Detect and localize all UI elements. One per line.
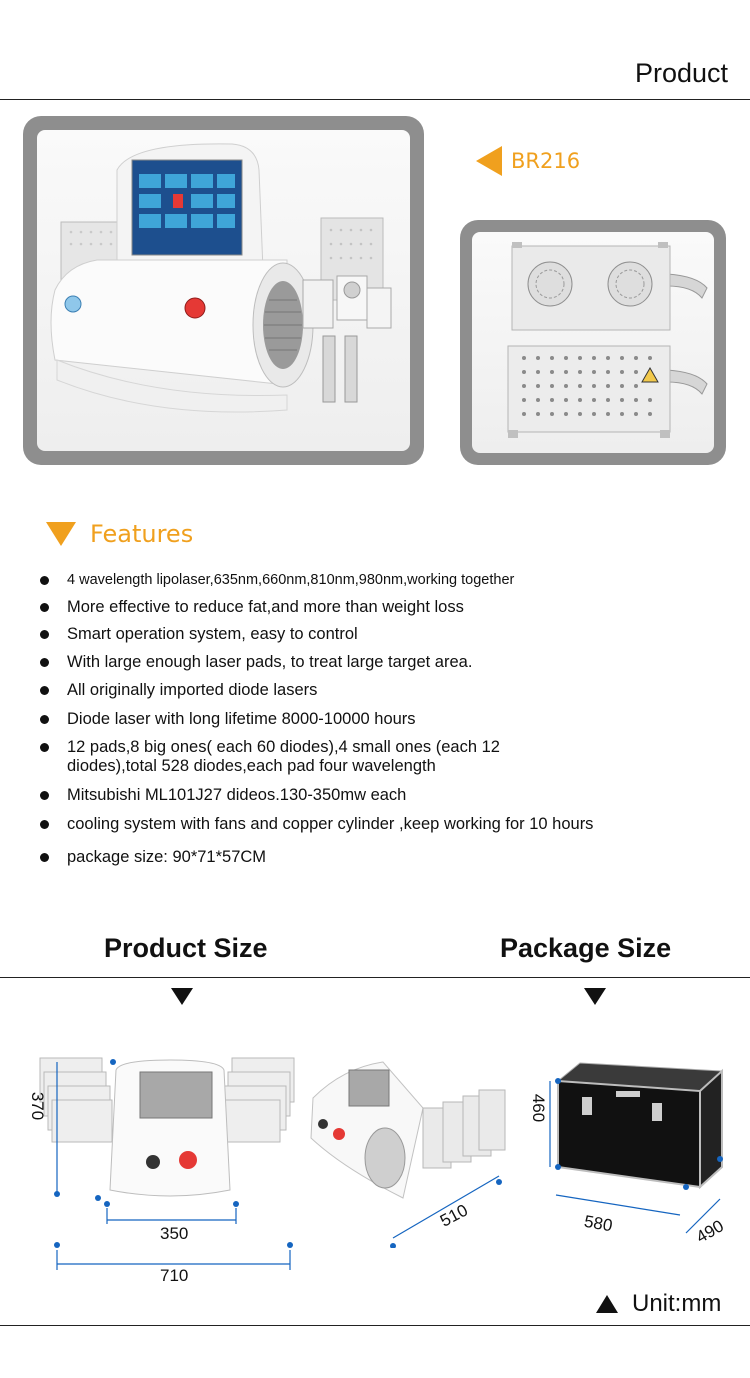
triangle-up-icon [596,1295,618,1313]
feature-item: package size: 90*71*57CM [40,848,680,867]
product-size-title: Product Size [104,933,268,963]
bullet-icon [40,820,49,829]
product-depth-label: 510 [436,1200,471,1231]
feature-item: 12 pads,8 big ones( each 60 diodes),4 small ones (each 12 diodes),total 528 diodes,each pad four wavelength [40,738,560,776]
bullet-icon [40,853,49,862]
feature-item: cooling system with fans and copper cylinder ,keep working for 10 hours [40,815,680,834]
bullet-icon [40,715,49,724]
product-height-label: 370 [28,1091,48,1121]
size-divider [0,977,750,978]
package-size-title: Package Size [500,933,672,963]
package-height-label: 460 [529,1093,549,1123]
model-tag [476,146,580,176]
feature-item: Diode laser with long lifetime 8000-10000 hours [40,710,680,729]
main-product-photo [23,116,424,465]
bullet-icon [40,686,49,695]
model-label: BR216 [511,149,581,173]
package-width-label: 490 [692,1216,727,1247]
page-title: Product [634,58,728,88]
bullet-icon [40,576,49,585]
unit-note [596,1290,721,1318]
product-inner-width-label: 350 [160,1224,189,1243]
arrow-down-icon [46,522,76,546]
feature-item: All originally imported diode lasers [40,681,680,700]
feature-item: Smart operation system, easy to control [40,625,680,644]
unit-label: Unit:mm [632,1290,722,1317]
header-divider [0,99,750,100]
product-side-view [303,1048,513,1248]
feature-item: 4 wavelength lipolaser,635nm,660nm,810nm,980nm,working together [40,571,680,590]
arrow-left-icon [476,146,502,176]
feature-item: More effective to reduce fat,and more than weight loss [40,598,680,617]
bullet-icon [40,791,49,800]
bullet-icon [40,658,49,667]
product-total-width-label: 710 [160,1266,189,1285]
laser-pads-illustration [472,232,714,453]
laser-pads-photo [460,220,726,465]
bullet-icon [40,743,49,752]
features-title: Features [90,520,194,548]
triangle-down-icon [171,988,193,1005]
lipolaser-machine-illustration [37,130,410,451]
feature-item: Mitsubishi ML101J27 dideos.130-350mw each [40,786,680,805]
feature-item: With large enough laser pads, to treat large target area. [40,653,680,672]
bullet-icon [40,603,49,612]
features-heading [46,520,193,548]
triangle-down-icon [584,988,606,1005]
bullet-icon [40,630,49,639]
footer-divider [0,1325,750,1326]
package-length-label: 580 [582,1211,614,1236]
product-front-dimension-lines [20,1040,305,1290]
